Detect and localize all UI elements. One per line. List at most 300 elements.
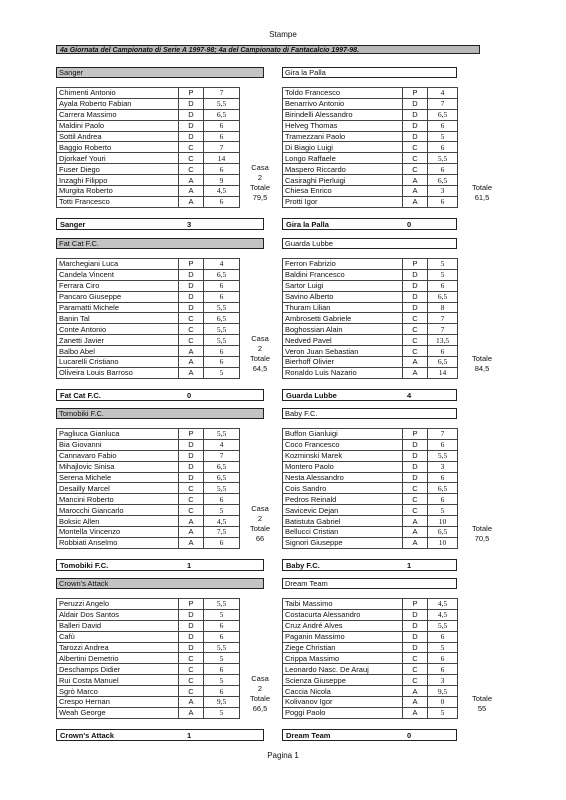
player-vote: 6,5 — [428, 291, 458, 302]
player-vote: 6 — [428, 494, 458, 505]
player-vote: 3 — [428, 461, 458, 472]
result-score: 0 — [407, 731, 412, 740]
player-name: Costacurta Alessandro — [283, 609, 403, 620]
player-role: D — [403, 439, 428, 450]
result-score: 4 — [407, 391, 412, 400]
player-role: C — [179, 686, 204, 697]
away-totals — [462, 354, 502, 374]
player-name: Toldo Francesco — [283, 88, 403, 99]
result-team-name: Tomobiki F.C. — [60, 561, 109, 570]
result-team-name: Gira la Palla — [286, 220, 329, 229]
player-vote: 4,5 — [428, 609, 458, 620]
player-vote: 6,5 — [204, 109, 240, 120]
player-name: Poggi Paolo — [283, 707, 403, 718]
away-totale-value: 84,5 — [474, 364, 490, 373]
home-casa-value: 2 — [257, 344, 263, 353]
player-vote: 5,5 — [204, 599, 240, 610]
player-role: P — [403, 599, 428, 610]
player-row — [283, 664, 458, 675]
player-role: P — [179, 259, 204, 270]
player-row — [283, 142, 458, 153]
player-vote: 7 — [204, 450, 240, 461]
player-role: P — [179, 88, 204, 99]
player-vote: 3 — [428, 186, 458, 197]
player-name: Paramatti Michele — [57, 302, 179, 313]
result-team-name: Guarda Lubbe — [286, 391, 337, 400]
player-vote: 4,5 — [204, 516, 240, 527]
player-row — [283, 505, 458, 516]
player-vote: 14 — [204, 153, 240, 164]
player-vote: 6 — [428, 120, 458, 131]
player-role: A — [403, 527, 428, 538]
home-totals — [242, 163, 278, 203]
player-row — [283, 450, 458, 461]
player-row — [57, 620, 240, 631]
home-totale-value: 66 — [255, 534, 265, 543]
player-role: C — [403, 346, 428, 357]
result-score: 3 — [187, 220, 192, 229]
player-row — [57, 302, 240, 313]
player-name: Casiraghi Pierluigi — [283, 175, 403, 186]
player-vote: 7 — [204, 88, 240, 99]
player-name: Di Biagio Luigi — [283, 142, 403, 153]
player-name: Maldini Paolo — [57, 120, 179, 131]
result-team-name: Sanger — [60, 220, 86, 229]
player-name: Ferrara Ciro — [57, 280, 179, 291]
player-name: Leonardo Nasc. De Arauj — [283, 664, 403, 675]
player-role: D — [179, 98, 204, 109]
player-row — [283, 653, 458, 664]
player-row — [57, 697, 240, 708]
player-row — [283, 324, 458, 335]
player-name: Murgita Roberto — [57, 186, 179, 197]
player-row — [57, 631, 240, 642]
player-vote: 6 — [204, 686, 240, 697]
player-name: Baggio Roberto — [57, 142, 179, 153]
player-role: A — [403, 537, 428, 548]
player-role: A — [179, 697, 204, 708]
home-team-header: Fat Cat F.C. — [56, 238, 264, 249]
player-role: A — [403, 357, 428, 368]
player-vote: 5 — [428, 642, 458, 653]
player-vote: 6 — [204, 664, 240, 675]
home-result-bar — [56, 389, 264, 401]
player-row — [283, 291, 458, 302]
player-vote: 6,5 — [428, 483, 458, 494]
player-vote: 5,5 — [204, 324, 240, 335]
player-role: D — [403, 120, 428, 131]
player-name: Maspero Riccardo — [283, 164, 403, 175]
player-vote: 6 — [204, 494, 240, 505]
player-vote: 6 — [428, 664, 458, 675]
player-role: D — [179, 472, 204, 483]
player-name: Montella Vincenzo — [57, 527, 179, 538]
player-name: Bellucci Cristian — [283, 527, 403, 538]
player-vote: 4 — [428, 88, 458, 99]
player-role: D — [179, 269, 204, 280]
player-vote: 4,5 — [428, 599, 458, 610]
player-row — [283, 313, 458, 324]
player-row — [57, 686, 240, 697]
player-name: Banin Tal — [57, 313, 179, 324]
player-role: P — [403, 259, 428, 270]
player-vote: 6,5 — [428, 527, 458, 538]
round-banner: 4a Giornata del Campionato di Serie A 1997-98; 4a del Campionato di Fantacalcio 1997-98. — [56, 45, 480, 54]
player-row — [283, 429, 458, 440]
player-row — [283, 609, 458, 620]
player-role: C — [179, 505, 204, 516]
player-vote: 7 — [204, 142, 240, 153]
player-row — [57, 707, 240, 718]
player-name: Sgrò Marco — [57, 686, 179, 697]
player-role: C — [179, 483, 204, 494]
result-score: 0 — [187, 391, 192, 400]
player-name: Peruzzi Angelo — [57, 599, 179, 610]
player-row — [57, 461, 240, 472]
player-row — [57, 675, 240, 686]
player-row — [283, 175, 458, 186]
player-role: P — [179, 599, 204, 610]
player-role: C — [179, 153, 204, 164]
player-name: Longo Raffaele — [283, 153, 403, 164]
result-score: 1 — [407, 561, 412, 570]
player-row — [283, 599, 458, 610]
player-vote: 6,5 — [428, 109, 458, 120]
player-role: C — [403, 324, 428, 335]
player-vote: 5,5 — [204, 429, 240, 440]
player-role: C — [179, 324, 204, 335]
player-row — [57, 120, 240, 131]
match-block — [56, 238, 526, 402]
player-role: C — [403, 494, 428, 505]
player-vote: 13,5 — [428, 335, 458, 346]
player-role: C — [179, 313, 204, 324]
player-name: Nedved Pavel — [283, 335, 403, 346]
player-name: Ronaldo Luis Nazario — [283, 367, 403, 378]
player-name: Chimenti Antonio — [57, 88, 179, 99]
player-vote: 6 — [428, 164, 458, 175]
player-row — [283, 259, 458, 270]
player-vote: 6,5 — [204, 313, 240, 324]
home-totals — [242, 674, 278, 714]
player-vote: 8 — [428, 302, 458, 313]
player-vote: 5,5 — [428, 450, 458, 461]
home-totale: Totale — [249, 694, 270, 703]
player-row — [283, 335, 458, 346]
player-row — [57, 346, 240, 357]
away-totals — [462, 524, 502, 544]
player-name: Cois Sandro — [283, 483, 403, 494]
result-score: 0 — [407, 220, 412, 229]
player-vote: 4 — [204, 439, 240, 450]
player-row — [57, 186, 240, 197]
player-role: A — [179, 175, 204, 186]
player-row — [283, 631, 458, 642]
player-vote: 5 — [204, 609, 240, 620]
player-vote: 5 — [428, 707, 458, 718]
player-role: D — [403, 609, 428, 620]
player-role: D — [403, 269, 428, 280]
player-name: Pedros Reinald — [283, 494, 403, 505]
player-row — [57, 653, 240, 664]
player-name: Pagliuca Gianluca — [57, 429, 179, 440]
player-row — [57, 98, 240, 109]
home-roster-table — [56, 87, 240, 208]
player-row — [57, 494, 240, 505]
player-role: C — [403, 335, 428, 346]
player-row — [57, 131, 240, 142]
away-team-header: Guarda Lubbe — [282, 238, 457, 249]
player-role: A — [179, 346, 204, 357]
player-vote: 6 — [428, 346, 458, 357]
player-name: Savino Alberto — [283, 291, 403, 302]
player-row — [283, 537, 458, 548]
player-vote: 7 — [428, 429, 458, 440]
player-role: A — [403, 697, 428, 708]
player-row — [283, 472, 458, 483]
player-role: C — [403, 675, 428, 686]
away-totals — [462, 694, 502, 714]
home-totale: Totale — [249, 183, 270, 192]
player-name: Tarozzi Andrea — [57, 642, 179, 653]
home-roster-table — [56, 428, 240, 549]
player-row — [57, 505, 240, 516]
player-vote: 5 — [428, 505, 458, 516]
player-row — [57, 642, 240, 653]
player-name: Signori Giuseppe — [283, 537, 403, 548]
away-team-header: Baby F.C. — [282, 408, 457, 419]
player-name: Boghossian Alain — [283, 324, 403, 335]
home-result-bar — [56, 218, 264, 230]
player-role: C — [403, 664, 428, 675]
player-role: D — [403, 461, 428, 472]
player-row — [283, 131, 458, 142]
home-totale: Totale — [249, 354, 270, 363]
player-vote: 6 — [428, 653, 458, 664]
player-role: A — [179, 707, 204, 718]
player-role: A — [403, 516, 428, 527]
player-role: D — [403, 109, 428, 120]
player-role: A — [179, 527, 204, 538]
player-role: C — [179, 164, 204, 175]
player-vote: 6 — [204, 164, 240, 175]
player-name: Scienza Giuseppe — [283, 675, 403, 686]
player-name: Helveg Thomas — [283, 120, 403, 131]
player-vote: 14 — [428, 367, 458, 378]
player-role: A — [179, 537, 204, 548]
player-name: Montero Paolo — [283, 461, 403, 472]
player-name: Caccia Nicola — [283, 686, 403, 697]
away-totale-value: 70,5 — [474, 534, 490, 543]
home-roster-table — [56, 258, 240, 379]
player-row — [57, 516, 240, 527]
player-role: D — [179, 642, 204, 653]
player-name: Balbo Abel — [57, 346, 179, 357]
player-name: Djorkaef Youri — [57, 153, 179, 164]
player-role: A — [403, 186, 428, 197]
player-vote: 6 — [428, 631, 458, 642]
player-row — [283, 461, 458, 472]
home-result-bar — [56, 729, 264, 741]
player-name: Veron Juan Sebastian — [283, 346, 403, 357]
player-name: Robbiati Anselmo — [57, 537, 179, 548]
player-name: Ziege Christian — [283, 642, 403, 653]
player-row — [57, 109, 240, 120]
player-row — [283, 88, 458, 99]
player-role: C — [403, 313, 428, 324]
away-totale: Totale — [471, 694, 492, 703]
player-name: Tramezzani Paolo — [283, 131, 403, 142]
player-row — [57, 142, 240, 153]
player-role: P — [179, 429, 204, 440]
player-vote: 7 — [428, 324, 458, 335]
player-name: Sottil Andrea — [57, 131, 179, 142]
player-role: D — [403, 450, 428, 461]
player-role: D — [179, 302, 204, 313]
player-vote: 3 — [428, 675, 458, 686]
player-vote: 5 — [204, 367, 240, 378]
player-row — [283, 357, 458, 368]
player-role: A — [403, 367, 428, 378]
player-name: Ayala Roberto Fabian — [57, 98, 179, 109]
player-name: Albertini Demetrio — [57, 653, 179, 664]
player-name: Candela Vincent — [57, 269, 179, 280]
player-name: Inzaghi Filippo — [57, 175, 179, 186]
result-score: 1 — [187, 731, 192, 740]
away-result-bar — [282, 389, 457, 401]
player-vote: 9,5 — [428, 686, 458, 697]
player-vote: 6 — [204, 120, 240, 131]
player-row — [57, 291, 240, 302]
player-role: D — [179, 120, 204, 131]
player-vote: 6 — [204, 196, 240, 207]
result-score: 1 — [187, 561, 192, 570]
home-team-header: Crown's Attack — [56, 578, 264, 589]
player-role: D — [179, 291, 204, 302]
player-row — [283, 675, 458, 686]
player-vote: 6 — [428, 439, 458, 450]
player-name: Bia Giovanni — [57, 439, 179, 450]
home-totale-value: 79,5 — [252, 193, 268, 202]
player-row — [283, 164, 458, 175]
player-vote: 10 — [428, 516, 458, 527]
player-name: Cruz André Alves — [283, 620, 403, 631]
player-vote: 9 — [204, 175, 240, 186]
away-team-header: Dream Team — [282, 578, 457, 589]
player-name: Thuram Lilian — [283, 302, 403, 313]
player-role: C — [403, 153, 428, 164]
player-vote: 4,5 — [204, 186, 240, 197]
player-role: D — [179, 461, 204, 472]
player-row — [283, 109, 458, 120]
player-role: A — [403, 707, 428, 718]
home-totals — [242, 334, 278, 374]
player-role: D — [403, 131, 428, 142]
player-name: Totti Francesco — [57, 196, 179, 207]
player-name: Ambrosetti Gabriele — [283, 313, 403, 324]
player-row — [57, 609, 240, 620]
player-role: A — [403, 196, 428, 207]
player-vote: 5,5 — [204, 642, 240, 653]
player-role: D — [403, 620, 428, 631]
player-name: Protti Igor — [283, 196, 403, 207]
player-name: Crippa Massimo — [283, 653, 403, 664]
player-role: D — [179, 609, 204, 620]
player-name: Nesta Alessandro — [283, 472, 403, 483]
away-result-bar — [282, 559, 457, 571]
away-totale: Totale — [471, 524, 492, 533]
player-vote: 0 — [428, 697, 458, 708]
player-role: D — [403, 98, 428, 109]
player-name: Oliveira Louis Barroso — [57, 367, 179, 378]
player-name: Taibi Massimo — [283, 599, 403, 610]
player-name: Sartor Luigi — [283, 280, 403, 291]
player-name: Cannavaro Fabio — [57, 450, 179, 461]
player-row — [283, 642, 458, 653]
player-row — [283, 120, 458, 131]
player-row — [57, 335, 240, 346]
player-vote: 5 — [428, 131, 458, 142]
player-row — [283, 280, 458, 291]
player-name: Batistuta Gabriel — [283, 516, 403, 527]
away-roster-table — [282, 598, 458, 719]
player-row — [283, 494, 458, 505]
page-header: Stampe — [269, 30, 297, 39]
player-name: Rui Costa Manuel — [57, 675, 179, 686]
player-vote: 7,5 — [204, 527, 240, 538]
player-name: Buffon Gianluigi — [283, 429, 403, 440]
player-row — [57, 367, 240, 378]
player-name: Crespo Hernan — [57, 697, 179, 708]
home-totale-value: 64,5 — [252, 364, 268, 373]
player-row — [57, 175, 240, 186]
player-vote: 5 — [428, 259, 458, 270]
player-vote: 6 — [204, 291, 240, 302]
player-row — [283, 620, 458, 631]
home-totale-value: 66,5 — [252, 704, 268, 713]
player-row — [57, 537, 240, 548]
player-role: C — [179, 664, 204, 675]
player-name: Paganin Massimo — [283, 631, 403, 642]
player-role: A — [179, 357, 204, 368]
player-role: A — [179, 196, 204, 207]
player-vote: 5 — [204, 707, 240, 718]
player-role: A — [179, 516, 204, 527]
away-totale: Totale — [471, 354, 492, 363]
player-vote: 7 — [428, 313, 458, 324]
away-totale: Totale — [471, 183, 492, 192]
player-vote: 6 — [428, 280, 458, 291]
player-role: D — [403, 631, 428, 642]
player-name: Birindelli Alessandro — [283, 109, 403, 120]
home-roster-table — [56, 598, 240, 719]
player-name: Boksic Allen — [57, 516, 179, 527]
away-result-bar — [282, 729, 457, 741]
player-row — [283, 98, 458, 109]
player-name: Aldair Dos Santos — [57, 609, 179, 620]
player-row — [57, 196, 240, 207]
player-role: C — [403, 483, 428, 494]
player-row — [57, 439, 240, 450]
player-vote: 6,5 — [428, 175, 458, 186]
player-row — [283, 483, 458, 494]
player-name: Deschamps Didier — [57, 664, 179, 675]
player-vote: 6 — [428, 196, 458, 207]
home-totale: Totale — [249, 524, 270, 533]
player-row — [57, 664, 240, 675]
player-vote: 4 — [204, 259, 240, 270]
player-name: Mihajlovic Sinisa — [57, 461, 179, 472]
